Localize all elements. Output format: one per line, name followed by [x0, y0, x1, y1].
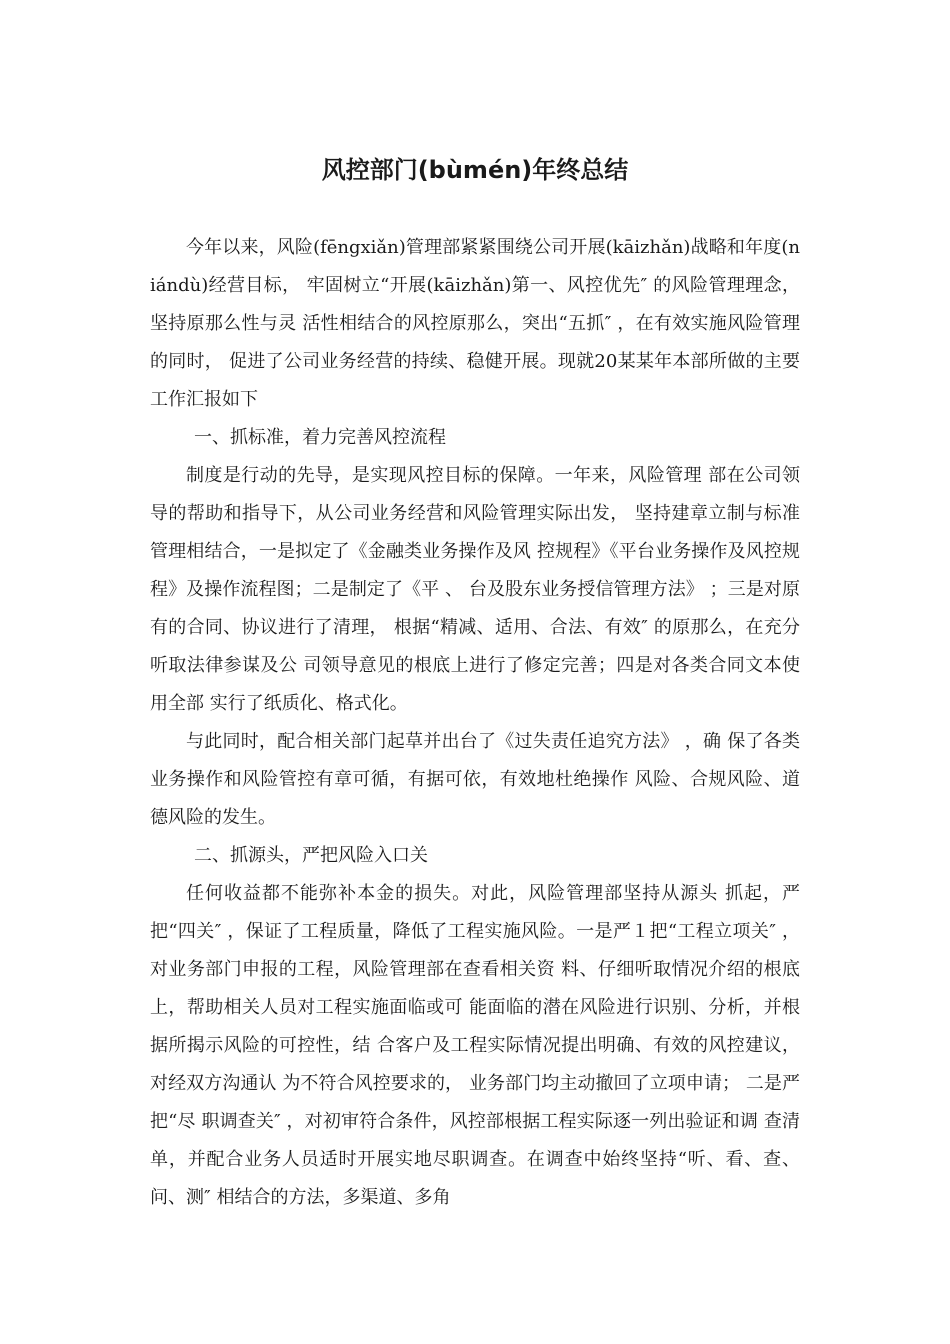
paragraph-source-control: 任何收益都不能弥补本金的损失。对此，风险管理部坚持从源头 抓起，严把“四关″ ，保证了工程质量，降低了工程实施风险。一是严１把“工程立项关″ ，对业务部门申报的工程，风险管理部在查看相关资 料、仔细听取情况介绍的根底上，帮助相关人员对工程实施面临或可 能面临的潜在风险进行识别、分析，并根据所揭示风险的可控性，结 合客户及工程实际情况提出明确、有效的风控建议，对经双方沟通认 为不符合风控要求的， 业务部门均主动撤回了立项申请； 二是严把“尽 职调查关″ ，对初审符合条件，风控部根据工程实际逐一列出验证和调 查清单，并配合业务人员适时开展实地尽职调查。在调查中始终坚持“听、看、查、问、测″ 相结合的方法，多渠道、多角	[150, 883, 800, 1208]
paragraph-accountability: 与此同时，配合相关部门起草并出台了《过失责任追究方法》 ，确 保了各类业务操作和风险管控有章可循，有据可依，有效地杜绝操作 风险、合规风险、道德风险的发生。	[150, 731, 800, 828]
document-body	[150, 229, 800, 1217]
paragraph-intro: 今年以来，风险(fēngxiǎn)管理部紧紧围绕公司开展(kāizhǎn)战略和年度(niándù)经营目标， 牢固树立“开展(kāizhǎn)第一、风控优先″ 的风险管理理念，坚持原那么性与灵 活性相结合的风控原那么，突出“五抓″ ，在有效实施风险管理的同时， 促进了公司业务经营的持续、稳健开展。现就20某某年本部所做的主要 工作汇报如下	[150, 237, 800, 410]
section-heading-1: 一、抓标准，着力完善风控流程	[194, 427, 446, 448]
section-heading-2: 二、抓源头，严把风险入口关	[194, 845, 428, 866]
paragraph-standards: 制度是行动的先导，是实现风控目标的保障。一年来，风险管理 部在公司领导的帮助和指导下，从公司业务经营和风险管理实际出发， 坚持建章立制与标准管理相结合，一是拟定了《金融类业务操作及风 控规程》《平台业务操作及风控规程》及操作流程图；二是制定了《平 、 台及股东业务授信管理方法》 ；三是对原有的合同、协议进行了清理， 根据“精减、适用、合法、有效″ 的原那么，在充分听取法律参谋及公 司领导意见的根底上进行了修定完善；四是对各类合同文本使用全部 实行了纸质化、格式化。	[150, 465, 800, 714]
document-title: 风控部门(bùmén)年终总结	[321, 156, 629, 184]
